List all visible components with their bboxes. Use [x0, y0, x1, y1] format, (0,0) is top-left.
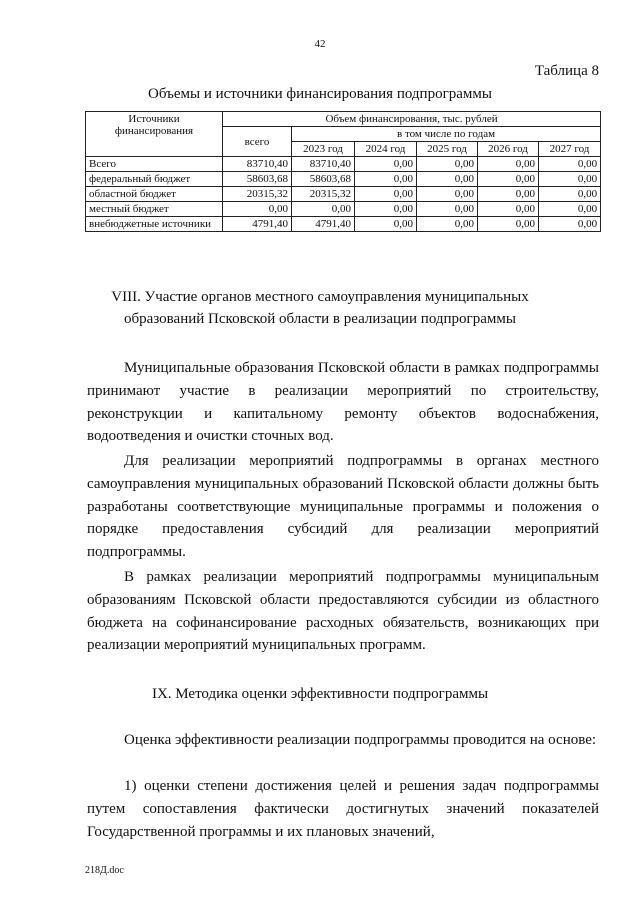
footer-filename: 218Д.doc	[85, 865, 124, 876]
table-row	[86, 202, 601, 217]
row-total: 58603,68	[223, 172, 292, 187]
section-8-title	[0, 286, 640, 330]
section-9-paragraph: 1) оценки степени достижения целей и решения задач подпрограммы путем сопоставления фактически достигнутых значений показателей Государственной программы и их плановых значений,	[87, 778, 599, 840]
row-value: 83710,40	[292, 157, 355, 172]
row-value: 0,00	[417, 202, 478, 217]
row-total: 0,00	[223, 202, 292, 217]
row-value: 0,00	[478, 157, 539, 172]
section-8-title-line: VIII. Участие органов местного самоуправления муниципальных	[111, 289, 529, 305]
table-title: Объемы и источники финансирования подпрограммы	[148, 86, 492, 102]
row-name: областной бюджет	[86, 187, 223, 202]
header-year: 2025 год	[417, 142, 478, 157]
header-total: всего	[223, 127, 292, 157]
row-value: 0,00	[417, 172, 478, 187]
header-year: 2026 год	[478, 142, 539, 157]
header-by-years: в том числе по годам	[292, 127, 601, 142]
row-value: 0,00	[539, 217, 601, 232]
row-value: 20315,32	[292, 187, 355, 202]
row-value: 0,00	[292, 202, 355, 217]
row-total: 4791,40	[223, 217, 292, 232]
row-value: 0,00	[539, 187, 601, 202]
section-9-paragraph: Оценка эффективности реализации подпрограммы проводится на основе:	[124, 732, 597, 748]
table-label: Таблица 8	[534, 63, 599, 79]
row-value: 0,00	[355, 187, 417, 202]
table-row	[86, 187, 601, 202]
row-name: Всего	[86, 157, 223, 172]
row-value: 4791,40	[292, 217, 355, 232]
row-name: внебюджетные источники	[86, 217, 223, 232]
row-name: местный бюджет	[86, 202, 223, 217]
header-source: Источники финансирования	[86, 112, 223, 157]
table-row	[86, 172, 601, 187]
header-year: 2024 год	[355, 142, 417, 157]
row-value: 0,00	[355, 157, 417, 172]
section-8-title-line: образований Псковской области в реализации подпрограммы	[124, 311, 516, 327]
row-value: 0,00	[539, 172, 601, 187]
row-value: 0,00	[417, 187, 478, 202]
header-year: 2023 год	[292, 142, 355, 157]
row-total: 20315,32	[223, 187, 292, 202]
section-8-paragraph: Для реализации мероприятий подпрограммы в органах местного самоуправления муниципальных образований Псковской области должны быть разработаны соответствующие муниципальные программы и положения о порядке предоставления субсидий для реализации мероприятий подпрограммы.	[87, 453, 599, 561]
row-total: 83710,40	[223, 157, 292, 172]
row-name: федеральный бюджет	[86, 172, 223, 187]
financing-table	[85, 111, 601, 232]
row-value: 0,00	[478, 217, 539, 232]
row-value: 0,00	[478, 172, 539, 187]
page-number: 42	[314, 38, 326, 50]
header-year: 2027 год	[539, 142, 601, 157]
header-volume: Объем финансирования, тыс. рублей	[223, 112, 601, 127]
row-value: 0,00	[478, 202, 539, 217]
row-value: 0,00	[355, 217, 417, 232]
row-value: 0,00	[478, 187, 539, 202]
section-8-paragraph: Муниципальные образования Псковской области в рамках подпрограммы принимают участие в реализации мероприятий по строительству, реконструкции и капитальному ремонту объектов водоснабжения, водоотведения и очистки сточных вод.	[87, 360, 599, 445]
section-9-title: IX. Методика оценки эффективности подпрограммы	[151, 686, 489, 702]
row-value: 58603,68	[292, 172, 355, 187]
row-value: 0,00	[355, 172, 417, 187]
section-8-paragraph: В рамках реализации мероприятий подпрограммы муниципальным образованиям Псковской области предоставляются субсидии из областного бюджета на софинансирование расходных обязательств, возникающих при реализации мероприятий муниципальных программ.	[87, 569, 599, 654]
row-value: 0,00	[539, 157, 601, 172]
table-row	[86, 157, 601, 172]
row-value: 0,00	[355, 202, 417, 217]
row-value: 0,00	[539, 202, 601, 217]
table-row	[86, 217, 601, 232]
row-value: 0,00	[417, 157, 478, 172]
row-value: 0,00	[417, 217, 478, 232]
